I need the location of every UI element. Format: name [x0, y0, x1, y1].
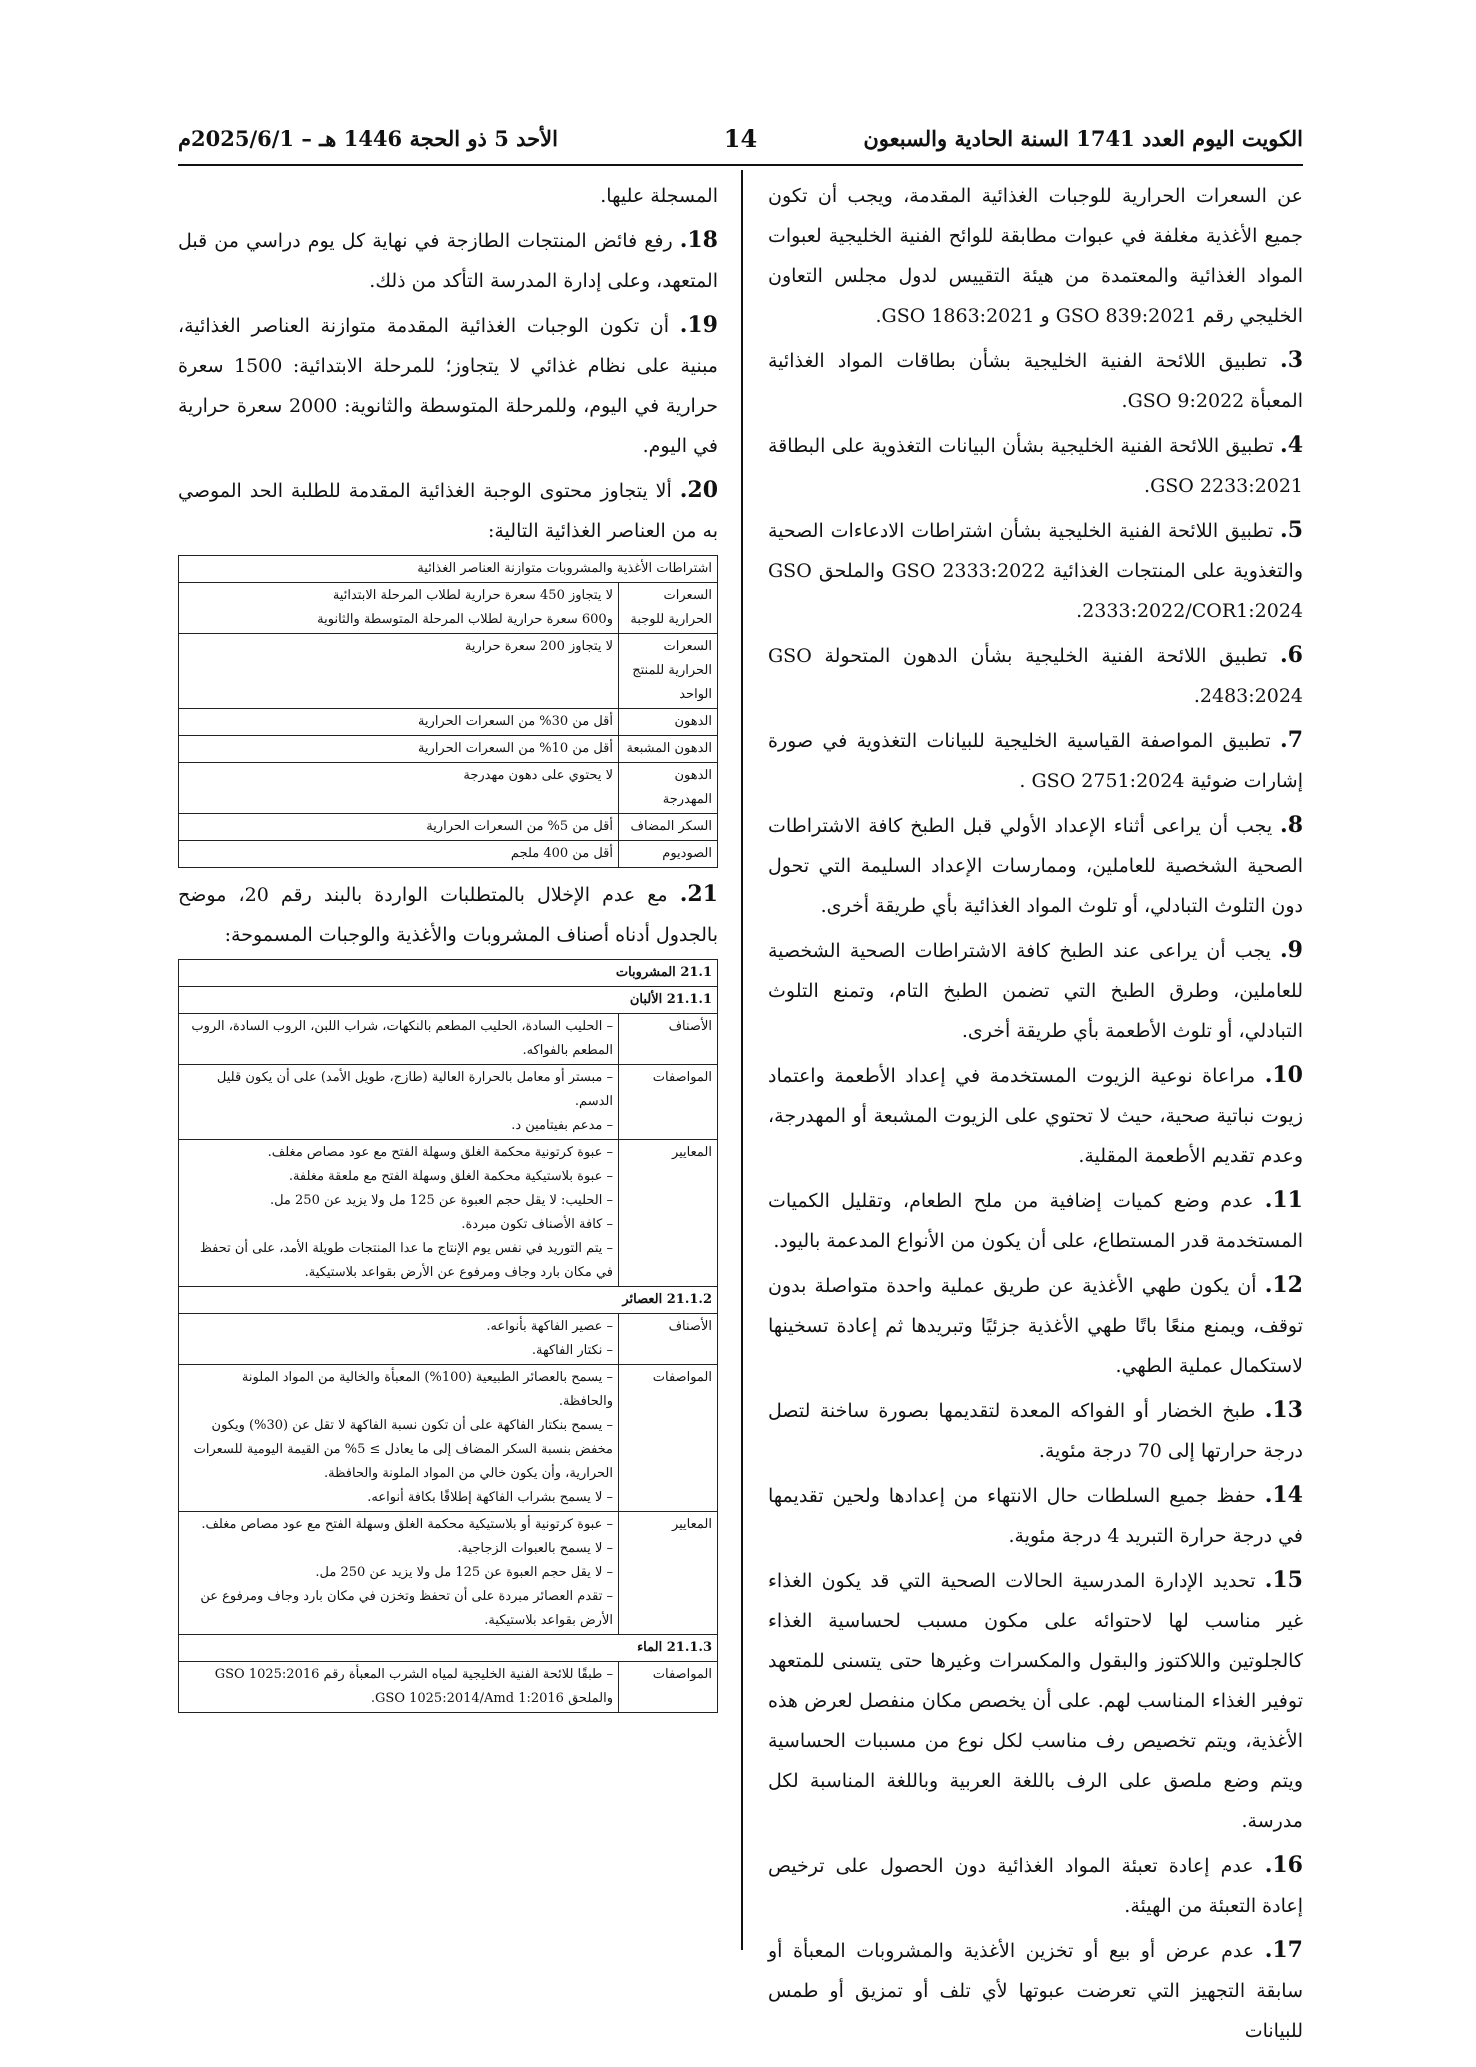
page-header — [178, 118, 1303, 158]
table-row — [179, 763, 718, 814]
row-key: السعرات الحرارية للمنتج الواحد — [619, 634, 718, 709]
bullet-line: – عصير الفاكهة بأنواعه. — [486, 1319, 613, 1334]
table-row — [179, 1512, 718, 1635]
row-key: السكر المضاف — [619, 814, 718, 841]
item-number: 18. — [679, 227, 718, 253]
item-text: تحديد الإدارة المدرسية الحالات الصحية التي قد يكون الغذاء غير مناسب لها لاحتوائه على مكون مسبب لحساسية الغذاء كالجلوتين واللاكتوز والبقول والمكسرات وغيرها حتى يتسنى للمتعهد توفير الغذاء المناسب لهم. على أن يخصص مكان منفصل لعرض هذه الأغذية، ويتم تخصيص رف مناسب لكل نوع من مسببات الحساسية ويتم وضع ملصق على الرف باللغة العربية وباللغة المناسبة لكل مدرسة. — [768, 1570, 1303, 1832]
row-key: المعايير — [619, 1140, 718, 1287]
table-row — [179, 583, 718, 634]
item-text: حفظ جميع السلطات حال الانتهاء من إعدادها ولحين تقديمها في درجة حرارة التبريد 4 درجة مئوية. — [768, 1485, 1303, 1547]
paragraph-continued: المسجلة عليها. — [600, 185, 718, 207]
right-column — [768, 176, 1303, 2055]
row-value — [179, 1662, 619, 1713]
list-item — [768, 425, 1303, 506]
section-drinks: 21.1 المشروبات — [179, 960, 718, 987]
page-number: 14 — [723, 124, 758, 153]
section-juices: 21.1.2 العصائر — [179, 1287, 718, 1314]
nutrition-requirements-table — [178, 555, 718, 868]
row-value-line: و600 سعرة حرارية لطلاب المرحلة المتوسطة والثانوية — [317, 612, 613, 627]
list-item — [768, 635, 1303, 716]
list-item — [768, 340, 1303, 421]
bullet-line: – عبوة كرتونية أو بلاستيكية محكمة الغلق وسهلة الفتح مع عود مصاص مغلف. — [201, 1517, 613, 1532]
list-item — [768, 930, 1303, 1051]
row-key: الأصناف — [619, 1314, 718, 1365]
item-number: 19. — [679, 312, 718, 338]
item-number: 4. — [1280, 432, 1303, 458]
item-number: 17. — [1264, 1937, 1303, 1963]
table-row — [179, 736, 718, 763]
row-value — [179, 736, 619, 763]
item-text: طبخ الخضار أو الفواكه المعدة لتقديمها بصورة ساخنة لتصل درجة حرارتها إلى 70 درجة مئوية. — [768, 1400, 1303, 1462]
bullet-line: – عبوة بلاستيكية محكمة الغلق وسهلة الفتح مع ملعقة مغلفة. — [288, 1169, 613, 1184]
list-item — [768, 1180, 1303, 1261]
row-value-line: أقل من 400 ملجم — [510, 846, 613, 861]
row-value-line: أقل من 30% من السعرات الحرارية — [417, 714, 613, 729]
row-value — [179, 814, 619, 841]
header-date: الأحد 5 ذو الحجة 1446 هـ – 2025/6/1م — [178, 126, 558, 151]
bullet-line: – تقدم العصائر مبردة على أن تحفظ وتخزن في مكان بارد وجاف ومرفوع عن الأرض بقواعد بلاستيكية. — [200, 1589, 613, 1628]
row-value — [179, 763, 619, 814]
item-text: يجب أن يراعى عند الطبخ كافة الاشتراطات الصحية الشخصية للعاملين، وطرق الطبخ التي تضمن الطبخ التام، وتمنع التلوث التبادلي، أو تلوث الأطعمة بأي طريقة أخرى. — [768, 940, 1303, 1042]
list-item — [768, 510, 1303, 631]
item-number: 11. — [1264, 1187, 1303, 1213]
bullet-line: – الحليب السادة، الحليب المطعم بالنكهات، شراب اللبن، الروب السادة، الروب المطعم بالفواكه. — [191, 1019, 613, 1058]
item-text: مع عدم الإخلال بالمتطلبات الواردة بالبند رقم 20، موضح بالجدول أدناه أصناف المشروبات والأغذية والوجبات المسموحة: — [178, 884, 718, 946]
row-value — [179, 1140, 619, 1287]
row-key: الأصناف — [619, 1014, 718, 1065]
list-item — [768, 1560, 1303, 1841]
bullet-line: – طبقًا للائحة الفنية الخليجية لمياه الشرب المعبأة رقم GSO 1025:2016 والملحق GSO 1025:2014/Amd 1:2016. — [214, 1667, 613, 1706]
section-dairy: 21.1.1 الألبان — [179, 987, 718, 1014]
bullet-line: – الحليب: لا يقل حجم العبوة عن 125 مل ولا يزيد عن 250 مل. — [269, 1193, 613, 1208]
list-item — [768, 805, 1303, 926]
row-key: المواصفات — [619, 1065, 718, 1140]
row-value — [179, 1365, 619, 1512]
row-value — [179, 1314, 619, 1365]
item-number: 9. — [1280, 937, 1303, 963]
table-row — [179, 841, 718, 868]
item-text: ألا يتجاوز محتوى الوجبة الغذائية المقدمة للطلبة الحد الموصي به من العناصر الغذائية التالية: — [178, 480, 718, 542]
bullet-line: – يسمح بالعصائر الطبيعية (100%) المعبأة والخالية من المواد الملونة والحافظة. — [241, 1370, 613, 1409]
list-item — [768, 1845, 1303, 1926]
item-text: تطبيق اللائحة الفنية الخليجية بشأن الدهون المتحولة GSO 2483:2024. — [768, 645, 1303, 707]
item-21 — [178, 874, 718, 955]
row-key: الدهون المهدرجة — [619, 763, 718, 814]
list-item — [178, 220, 718, 301]
item-number: 10. — [1264, 1062, 1303, 1088]
item-text: تطبيق اللائحة الفنية الخليجية بشأن البيانات التغذوية على البطاقة GSO 2233:2021. — [768, 435, 1303, 497]
bullet-line: – لا يسمح بشراب الفاكهة إطلاقًا بكافة أنواعه. — [367, 1490, 613, 1505]
bullet-line: – يسمح بنكتار الفاكهة على أن تكون نسبة الفاكهة لا تقل عن (30%) ويكون مخفض بنسبة السكر المضاف إلى ما يعادل ≥ 5% من القيمة اليومية للسعرات الحرارية، وأن يكون خالي من المواد الملونة والحافظة. — [193, 1418, 613, 1481]
table-row — [179, 1662, 718, 1713]
row-key: الدهون المشبعة — [619, 736, 718, 763]
item-text: تطبيق اللائحة الفنية الخليجية بشأن اشتراطات الادعاءات الصحية والتغذوية على المنتجات الغذائية GSO 2333:2022 والملحق GSO 2333:2022/COR1:2024. — [768, 520, 1303, 622]
list-item — [768, 1930, 1303, 2051]
item-text: أن تكون الوجبات الغذائية المقدمة متوازنة العناصر الغذائية، مبنية على نظام غذائي لا يتجاوز؛ للمرحلة الابتدائية: 1500 سعرة حرارية في اليوم، وللمرحلة المتوسطة والثانوية: 2000 سعرة حرارية في اليوم. — [178, 315, 718, 457]
list-item — [178, 470, 718, 551]
list-item — [768, 1265, 1303, 1386]
row-value-line: لا يحتوي على دهون مهدرجة — [463, 768, 613, 783]
item-text: عدم وضع كميات إضافية من ملح الطعام، وتقليل الكميات المستخدمة قدر المستطاع، على أن يكون من الأنواع المدعمة باليود. — [768, 1190, 1303, 1252]
item-text: رفع فائض المنتجات الطازجة في نهاية كل يوم دراسي من قبل المتعهد، وعلى إدارة المدرسة التأكد من ذلك. — [178, 230, 718, 292]
row-value-line: أقل من 5% من السعرات الحرارية — [426, 819, 613, 834]
table-row — [179, 1014, 718, 1065]
table-row — [179, 1065, 718, 1140]
row-value-line: أقل من 10% من السعرات الحرارية — [417, 741, 613, 756]
item-number: 12. — [1264, 1272, 1303, 1298]
row-value-line: لا يتجاوز 450 سعرة حرارية لطلاب المرحلة الابتدائية — [332, 588, 613, 603]
row-value — [179, 841, 619, 868]
row-value — [179, 1065, 619, 1140]
bullet-line: – عبوة كرتونية محكمة الغلق وسهلة الفتح مع عود مصاص مغلف. — [267, 1145, 613, 1160]
left-column-items — [178, 220, 718, 551]
header-rule — [178, 164, 1303, 166]
list-item — [768, 1475, 1303, 1556]
item-number: 13. — [1264, 1397, 1303, 1423]
row-value — [179, 709, 619, 736]
row-key: السعرات الحرارية للوجبة — [619, 583, 718, 634]
row-key: الصوديوم — [619, 841, 718, 868]
bullet-line: – لا يسمح بالعبوات الزجاجية. — [457, 1541, 613, 1556]
item-text: مراعاة نوعية الزيوت المستخدمة في إعداد الأطعمة واعتماد زيوت نباتية صحية، حيث لا تحتوي على الزيوت المشبعة أو المهدرجة، وعدم تقديم الأطعمة المقلية. — [768, 1065, 1303, 1167]
row-value — [179, 634, 619, 709]
bullet-line: – كافة الأصناف تكون مبردة. — [461, 1217, 613, 1232]
bullet-line: – مدعم بفيتامين د. — [511, 1118, 613, 1133]
item-number: 8. — [1280, 812, 1303, 838]
right-column-items — [768, 340, 1303, 2051]
row-value — [179, 1014, 619, 1065]
row-key: المواصفات — [619, 1365, 718, 1512]
row-value-line: لا يتجاوز 200 سعرة حرارية — [464, 639, 613, 654]
table-title: اشتراطات الأغذية والمشروبات متوازنة العناصر الغذائية — [179, 556, 718, 583]
row-value — [179, 583, 619, 634]
header-issue-info: الكويت اليوم العدد 1741 السنة الحادية والسبعون — [863, 126, 1303, 151]
table-row — [179, 1314, 718, 1365]
item-number: 15. — [1264, 1567, 1303, 1593]
item-text: تطبيق المواصفة القياسية الخليجية للبيانات التغذوية في صورة إشارات ضوئية GSO 2751:2024 . — [768, 730, 1303, 792]
column-divider — [741, 170, 743, 1950]
bullet-line: – مبستر أو معامل بالحرارة العالية (طازج، طويل الأمد) على أن يكون قليل الدسم. — [216, 1070, 613, 1109]
row-value — [179, 1512, 619, 1635]
table-row — [179, 1365, 718, 1512]
item-number: 21. — [679, 881, 718, 907]
bullet-line: – نكتار الفاكهة. — [531, 1343, 613, 1358]
row-key: المعايير — [619, 1512, 718, 1635]
left-column — [178, 176, 718, 1719]
item-text: عدم إعادة تعبئة المواد الغذائية دون الحصول على ترخيص إعادة التعبئة من الهيئة. — [768, 1855, 1303, 1917]
row-key: الدهون — [619, 709, 718, 736]
item-number: 7. — [1280, 727, 1303, 753]
list-item — [768, 720, 1303, 801]
item-number: 3. — [1280, 347, 1303, 373]
table-row — [179, 634, 718, 709]
item-text: تطبيق اللائحة الفنية الخليجية بشأن بطاقات المواد الغذائية المعبأة GSO 9:2022. — [768, 350, 1303, 412]
paragraph-intro: عن السعرات الحرارية للوجبات الغذائية المقدمة، ويجب أن تكون جميع الأغذية مغلفة في عبوات مطابقة للوائح الفنية الخليجية لعبوات المواد الغذائية والمعتمدة من هيئة التقييس لدول مجلس التعاون الخليجي رقم GSO 839:2021 و GSO 1863:2021. — [768, 185, 1303, 327]
item-number: 6. — [1280, 642, 1303, 668]
item-number: 20. — [679, 477, 719, 503]
item-text: أن يكون طهي الأغذية عن طريق عملية واحدة متواصلة بدون توقف، ويمنع منعًا باتًا طهي الأغذية جزئيًا وتبريدها ثم إعادة تسخينها لاستكمال عملية الطهي. — [768, 1275, 1304, 1377]
table-row — [179, 1140, 718, 1287]
table-row — [179, 709, 718, 736]
list-item — [768, 1055, 1303, 1176]
row-key: المواصفات — [619, 1662, 718, 1713]
list-item — [768, 1390, 1303, 1471]
item-number: 14. — [1264, 1482, 1303, 1508]
allowed-items-table — [178, 959, 718, 1713]
item-number: 16. — [1264, 1852, 1303, 1878]
bullet-line: – يتم التوريد في نفس يوم الإنتاج ما عدا المنتجات طويلة الأمد، على أن تحفظ في مكان بارد وجاف ومرفوع عن الأرض بقواعد بلاستيكية. — [199, 1241, 613, 1280]
table-row — [179, 814, 718, 841]
item-text: عدم عرض أو بيع أو تخزين الأغذية والمشروبات المعبأة أو سابقة التجهيز التي تعرضت عبوتها لأي تلف أو تمزيق أو طمس للبيانات — [768, 1940, 1303, 2042]
item-number: 5. — [1280, 517, 1304, 543]
bullet-line: – لا يقل حجم العبوة عن 125 مل ولا يزيد عن 250 مل. — [315, 1565, 613, 1580]
section-water: 21.1.3 الماء — [179, 1635, 718, 1662]
list-item — [178, 305, 718, 466]
item-text: يجب أن يراعى أثناء الإعداد الأولي قبل الطبخ كافة الاشتراطات الصحية الشخصية للعاملين، وممارسات الإعداد السليمة التي تحول دون التلوث التبادلي، أو تلوث المواد الغذائية بأي طريقة أخرى. — [768, 815, 1303, 917]
